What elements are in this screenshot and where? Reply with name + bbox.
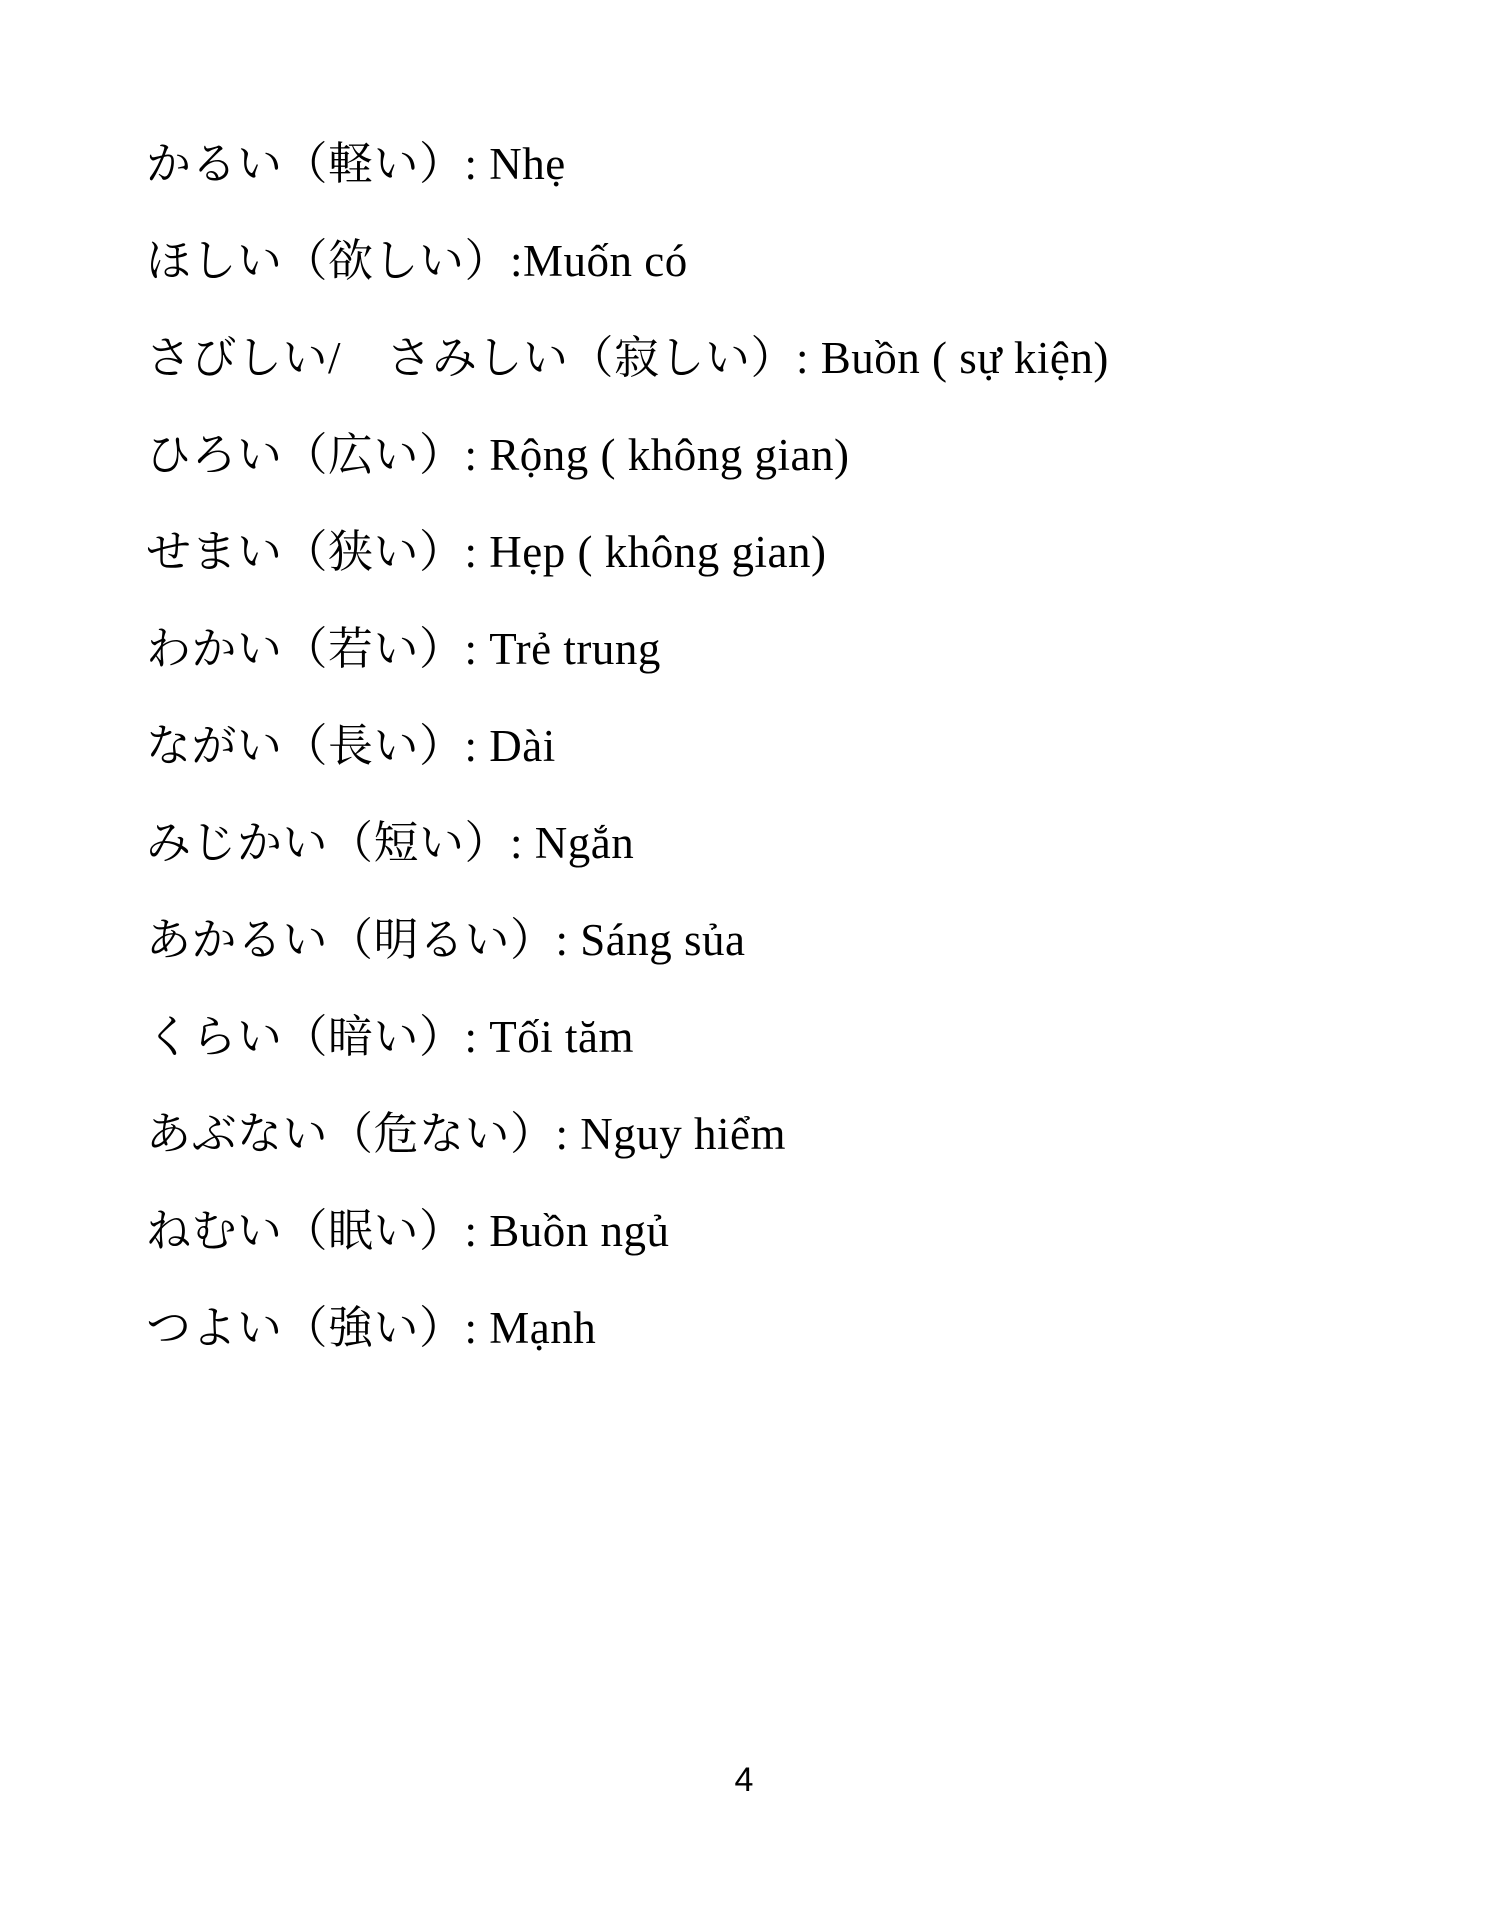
vietnamese-meaning: : Hẹp ( không gian) (464, 527, 827, 577)
vietnamese-meaning: : Trẻ trung (464, 624, 661, 674)
vietnamese-meaning: : Buồn ngủ (464, 1206, 670, 1256)
vietnamese-meaning: : Sáng sủa (555, 915, 746, 965)
vietnamese-meaning: : Rộng ( không gian) (464, 430, 850, 480)
vocab-entry (146, 892, 1428, 989)
vocab-entry (146, 795, 1428, 892)
vietnamese-meaning: : Dài (464, 721, 556, 771)
vocab-entry (146, 116, 1428, 213)
vietnamese-meaning: : Tối tăm (464, 1012, 634, 1062)
vocab-entry (146, 213, 1428, 310)
japanese-term: わかい（若い） (146, 624, 465, 674)
japanese-term: さびしい/ さみしい（寂しい） (146, 333, 797, 383)
vocab-entry (146, 1183, 1428, 1280)
vocab-entry (146, 310, 1428, 407)
vietnamese-meaning: : Nhẹ (464, 139, 566, 189)
vietnamese-meaning: : Mạnh (464, 1303, 597, 1353)
japanese-term: ねむい（眠い） (146, 1206, 465, 1256)
vocab-entry (146, 989, 1428, 1086)
japanese-term: かるい（軽い） (146, 139, 465, 189)
vocab-entry (146, 1086, 1428, 1183)
japanese-term: ながい（長い） (146, 721, 465, 771)
japanese-term: つよい（強い） (146, 1303, 465, 1353)
japanese-term: くらい（暗い） (146, 1012, 465, 1062)
japanese-term: みじかい（短い） (146, 818, 511, 868)
vocab-entry (146, 698, 1428, 795)
japanese-term: せまい（狭い） (146, 527, 465, 577)
vocab-entry (146, 1280, 1428, 1377)
japanese-term: ほしい（欲しい） (146, 236, 511, 286)
japanese-term: あかるい（明るい） (146, 915, 556, 965)
japanese-term: あぶない（危ない） (146, 1109, 556, 1159)
page-number: 4 (734, 1761, 754, 1799)
vietnamese-meaning: : Nguy hiểm (555, 1109, 786, 1159)
vocab-entry (146, 504, 1428, 601)
vocab-entry (146, 407, 1428, 504)
vocabulary-list (146, 116, 1428, 1377)
vocab-entry (146, 601, 1428, 698)
vietnamese-meaning: :Muốn có (510, 236, 688, 286)
japanese-term: ひろい（広い） (146, 430, 465, 480)
vietnamese-meaning: : Ngắn (510, 818, 635, 868)
vietnamese-meaning: : Buồn ( sự kiện) (796, 333, 1109, 383)
